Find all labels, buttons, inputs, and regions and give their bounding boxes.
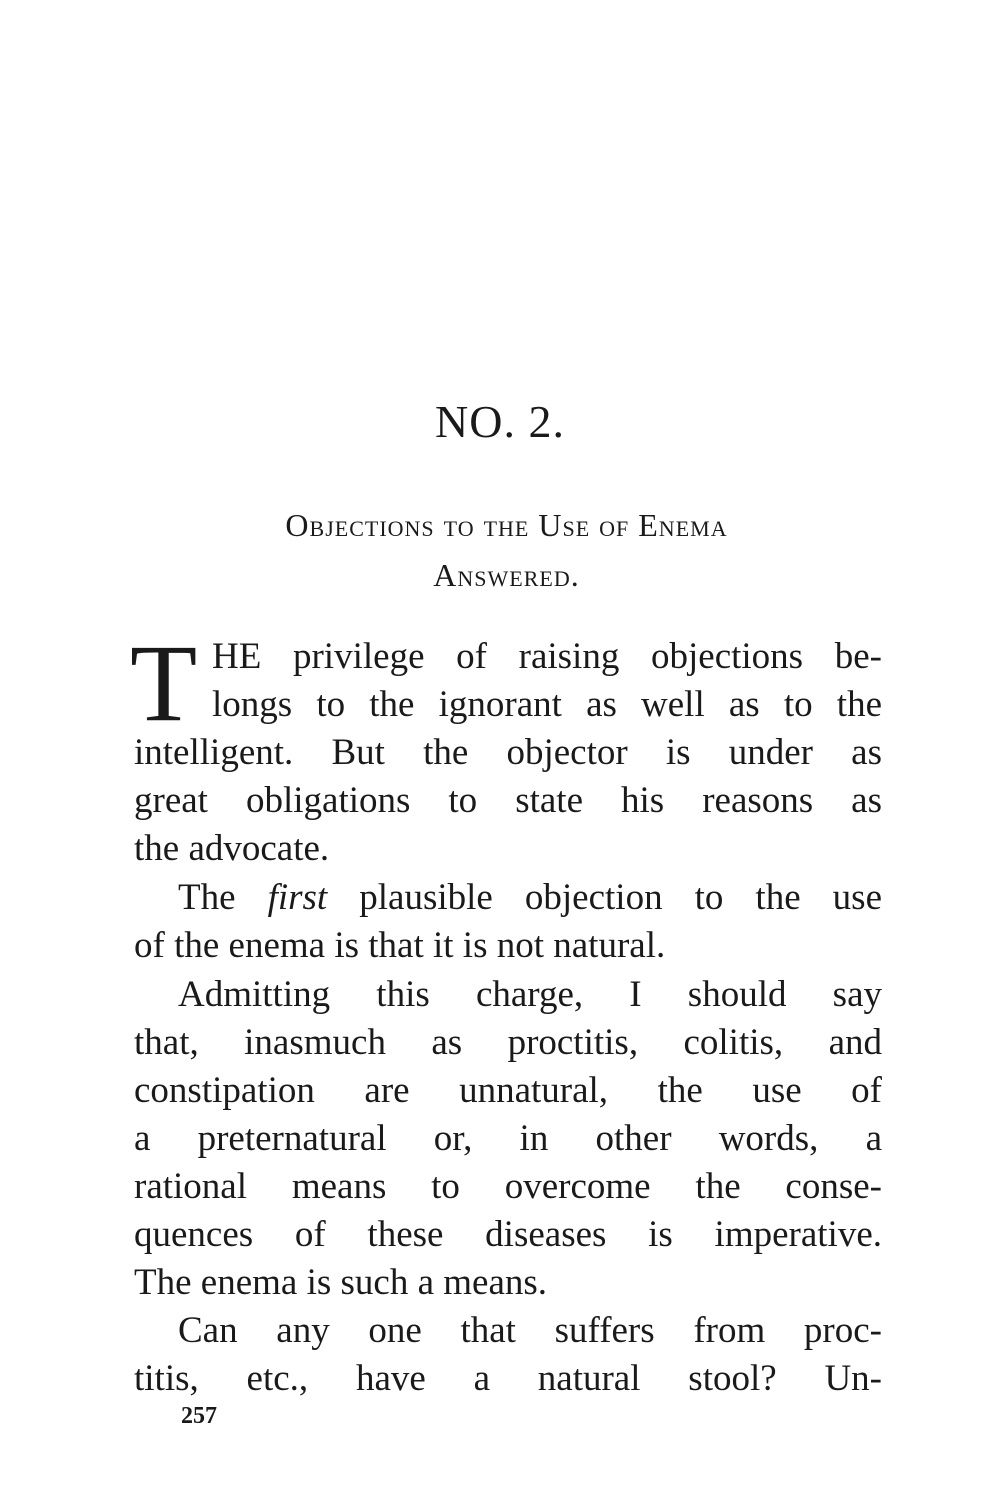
section-title-line-1: Objections to the Use of Enema xyxy=(285,507,728,543)
body-line: a preternatural or, in other words, a xyxy=(134,1118,882,1159)
body-line: that, inasmuch as proctitis, colitis, and xyxy=(134,1022,882,1063)
body-line: longs to the ignorant as well as to the xyxy=(212,684,882,725)
drop-cap: T xyxy=(130,622,198,744)
body-line: HE privilege of raising objections be- xyxy=(212,636,882,677)
body-line: Can any one that suffers from proc- xyxy=(178,1310,882,1351)
text-run: plausible objection to the use xyxy=(327,877,882,918)
page-number: 257 xyxy=(181,1403,217,1429)
body-line: rational means to overcome the conse- xyxy=(134,1166,882,1207)
body-line: great obligations to state his reasons as xyxy=(134,780,882,821)
section-number: NO. 2. xyxy=(435,396,565,447)
body-line xyxy=(178,874,882,922)
section-title xyxy=(134,500,879,600)
body-line: titis, etc., have a natural stool? Un- xyxy=(134,1358,882,1399)
text-run: The xyxy=(178,877,268,918)
body-line: of the enema is that it is not natural. xyxy=(134,925,666,966)
body-line: constipation are unnatural, the use of xyxy=(134,1070,882,1111)
body-line: Admitting this charge, I should say xyxy=(178,974,882,1015)
body-line: The enema is such a means. xyxy=(134,1262,548,1303)
body-line: intelligent. But the objector is under as xyxy=(134,732,882,773)
emphasis-first: first xyxy=(267,877,328,918)
body-line: quences of these diseases is imperative. xyxy=(134,1214,882,1255)
body-line: the advocate. xyxy=(134,828,330,869)
section-title-line-2: Answered. xyxy=(433,557,580,593)
